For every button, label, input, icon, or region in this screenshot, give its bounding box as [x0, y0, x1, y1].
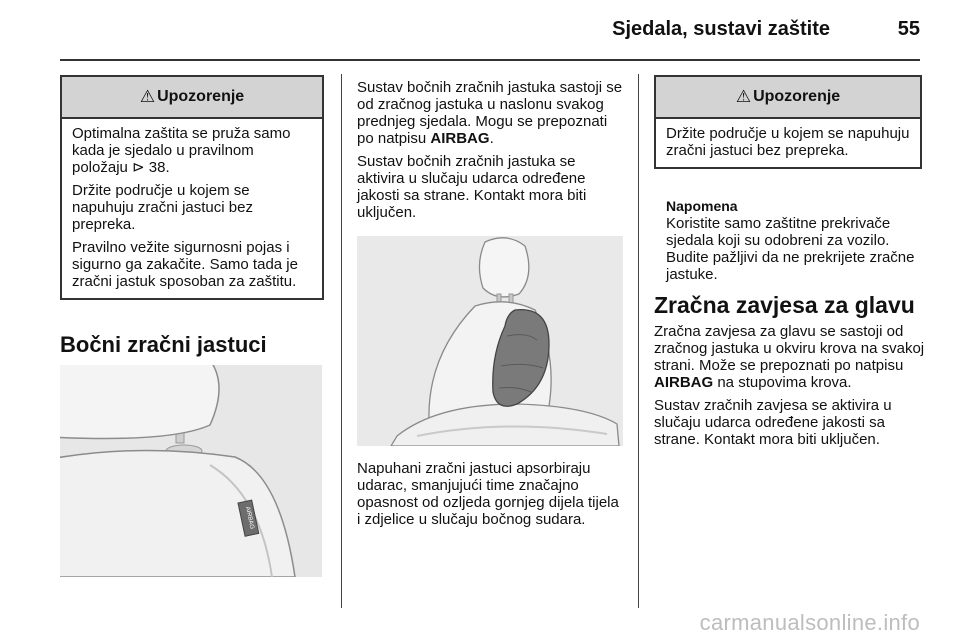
- warning-header: [62, 77, 322, 119]
- curtain-paragraph-2: Sustav zračnih zavjesa se aktivira u slučaju udarca određene jakosti sa strane. Kontakt mora biti uključen.: [654, 397, 892, 448]
- note-block: [666, 198, 926, 283]
- mid-paragraph-3: Napuhani zračni jastuci apsorbiraju udarac, smanjujući time značajno opasnost od ozljeda gornjeg dijela tijela i zdjelice u slučaju bočnog sudara.: [357, 460, 619, 528]
- column-divider-1: [341, 74, 342, 608]
- warning-box-left: [60, 75, 324, 300]
- warning-paragraph: Pravilno vežite sigurnosni pojas i sigurno ga zakačite. Samo tada je zračni jastuk sposoban za zaštitu.: [72, 239, 298, 290]
- warning-title: Upozorenje: [753, 88, 841, 105]
- mid-column-text-lower: [357, 460, 625, 534]
- mid-paragraph-2: Sustav bočnih zračnih jastuka se aktivira u slučaju udarca određene jakosti sa strane. Kontakt mora biti uključen.: [357, 153, 587, 221]
- section-heading-side-airbags: Bočni zračni jastuci: [60, 332, 267, 357]
- curtain-section-text: [654, 323, 926, 454]
- mid-paragraph-1: Sustav bočnih zračnih jastuka sastoji se od zračnog jastuka u naslonu svakog prednjeg sjedala. Mogu se prepoznati po natpisu AIRBAG.: [357, 79, 623, 147]
- column-divider-2: [638, 74, 639, 608]
- footer-watermark: carmanualsonline.info: [699, 610, 920, 635]
- warning-body: [62, 119, 322, 298]
- note-text: Koristite samo zaštitne prekrivače sjedala koji su odobreni za vozilo. Budite pažljivi da ne prekrijete zračne jastuke.: [666, 215, 915, 283]
- side-airbag-illustration: [357, 236, 623, 446]
- airbag-label-text: AIRBAG: [244, 506, 255, 530]
- warning-paragraph: Držite područje u kojem se napuhuju zračni jastuci bez prepreka.: [72, 182, 253, 233]
- airbag-marking: AIRBAG: [654, 374, 714, 391]
- warning-box-right: [654, 75, 922, 169]
- warning-body: [656, 119, 920, 167]
- warning-paragraph: Držite područje u kojem se napuhuju zračni jastuci bez prepreka.: [666, 125, 910, 159]
- warning-title: Upozorenje: [157, 88, 245, 105]
- warning-paragraph: Optimalna zaštita se pruža samo kada je sjedalo u pravilnom položaju ⊳ 38.: [72, 125, 291, 176]
- note-title: Napomena: [666, 198, 738, 214]
- warning-triangle-icon: ⚠: [735, 87, 752, 106]
- header-divider: [60, 59, 920, 61]
- warning-header: [656, 77, 920, 119]
- warning-triangle-icon: ⚠: [139, 87, 156, 106]
- airbag-marking: AIRBAG: [430, 130, 490, 147]
- page-number: 55: [897, 18, 920, 40]
- section-heading-curtain-airbag: Zračna zavjesa za glavu: [654, 292, 915, 318]
- page-reference-icon: ⊳: [132, 159, 145, 176]
- mid-column-text: [357, 79, 625, 227]
- curtain-paragraph-1: Zračna zavjesa za glavu se sastoji od zračnog jastuka u okviru krova na svakoj strani. Može se prepoznati po natpisu AIRBAG na stupovima krova.: [654, 323, 925, 391]
- page-header-title: Sjedala, sustavi zaštite: [612, 18, 830, 40]
- seat-backrest-illustration: [60, 365, 322, 577]
